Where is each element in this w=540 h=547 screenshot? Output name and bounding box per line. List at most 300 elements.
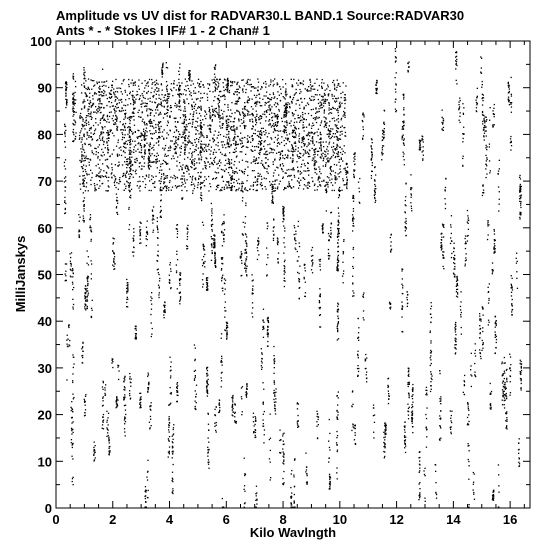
data-point [419,141,420,142]
data-point [307,187,308,188]
data-point [177,382,178,383]
data-point [257,78,258,79]
data-point [83,160,84,161]
data-point [103,405,104,406]
data-point [203,144,204,145]
data-point [454,327,455,328]
data-point [496,342,497,343]
data-point [456,56,457,57]
data-point [306,473,307,474]
data-point [169,446,170,447]
data-point [324,121,325,122]
data-point [430,352,431,353]
data-point [521,383,522,384]
data-point [85,289,86,290]
data-point [130,173,131,174]
data-point [313,154,314,155]
data-point [242,90,243,91]
data-point [293,131,294,132]
data-point [182,184,183,185]
data-point [102,420,103,421]
data-point [249,79,250,80]
data-point [126,181,127,182]
data-point [125,110,126,111]
data-point [338,121,339,122]
data-point [66,103,67,104]
data-point [510,102,511,103]
data-point [221,110,222,111]
data-point [214,242,215,243]
data-point [224,294,225,295]
data-point [129,132,130,133]
data-point [190,73,191,74]
data-point [64,197,65,198]
data-point [343,115,344,116]
data-point [320,132,321,133]
data-point [146,128,147,129]
data-point [410,174,411,175]
data-point [244,473,245,474]
data-point [232,130,233,131]
data-point [284,125,285,126]
data-point [105,175,106,176]
data-point [193,90,194,91]
data-point [189,173,190,174]
data-point [194,371,195,372]
data-point [261,176,262,177]
data-point [241,387,242,388]
data-point [65,212,66,213]
data-point [302,155,303,156]
data-point [261,87,262,88]
data-point [244,458,245,459]
data-point [217,168,218,169]
data-point [161,200,162,201]
data-point [198,154,199,155]
data-point [305,185,306,186]
data-point [125,188,126,189]
data-point [104,126,105,127]
data-point [495,316,496,317]
data-point [199,137,200,138]
data-point [208,468,209,469]
data-point [312,160,313,161]
data-point [371,159,372,160]
data-point [146,477,147,478]
data-point [277,114,278,115]
data-point [282,157,283,158]
data-point [73,357,74,358]
data-point [357,365,358,366]
data-point [336,130,337,131]
data-point [122,134,123,135]
data-point [91,317,92,318]
data-point [110,106,111,107]
data-point [212,121,213,122]
data-point [335,98,336,99]
data-point [282,435,283,436]
data-point [214,110,215,111]
data-point [157,245,158,246]
data-point [313,100,314,101]
data-point [242,123,243,124]
data-point [215,116,216,117]
data-point [224,317,225,318]
data-point [184,108,185,109]
data-point [85,88,86,89]
data-point [139,186,140,187]
data-point [451,253,452,254]
data-point [95,118,96,119]
data-point [135,85,136,86]
data-point [283,441,284,442]
data-point [308,154,309,155]
data-point [345,94,346,95]
data-point [215,131,216,132]
data-point [204,93,205,94]
data-point [254,161,255,162]
data-point [277,98,278,99]
data-point [504,397,505,398]
data-point [276,179,277,180]
data-point [86,288,87,289]
data-point [281,142,282,143]
data-point [105,85,106,86]
data-point [419,496,420,497]
data-point [151,88,152,89]
data-point [333,170,334,171]
data-point [384,456,385,457]
data-point [177,177,178,178]
data-point [153,95,154,96]
data-point [320,259,321,260]
data-point [251,106,252,107]
data-point [201,156,202,157]
data-point [149,168,150,169]
data-point [91,107,92,108]
data-point [185,135,186,136]
data-point [71,433,72,434]
data-point [106,121,107,122]
data-point [104,154,105,155]
data-point [184,186,185,187]
data-point [146,231,147,232]
data-point [170,366,171,367]
data-point [353,211,354,212]
data-point [278,152,279,153]
data-point [114,112,115,113]
data-point [180,93,181,94]
data-point [467,210,468,211]
data-point [283,116,284,117]
data-point [337,266,338,267]
data-point [482,327,483,328]
data-point [331,171,332,172]
data-point [327,84,328,85]
data-point [270,152,271,153]
data-point [455,322,456,323]
data-point [334,89,335,90]
data-point [475,350,476,351]
data-point [212,230,213,231]
data-point [242,411,243,412]
data-point [133,152,134,153]
data-point [267,136,268,137]
data-point [234,118,235,119]
data-point [299,266,300,267]
data-point [150,98,151,99]
data-point [102,183,103,184]
data-point [166,81,167,82]
data-point [274,367,275,368]
data-point [426,418,427,419]
data-point [487,239,488,240]
data-point [163,314,164,315]
data-point [174,143,175,144]
data-point [130,147,131,148]
data-point [150,142,151,143]
data-point [197,108,198,109]
data-point [342,160,343,161]
data-point [119,181,120,182]
data-point [332,128,333,129]
data-point [311,88,312,89]
data-point [85,292,86,293]
data-point [308,104,309,105]
data-point [73,432,74,433]
data-point [342,262,343,263]
data-point [277,186,278,187]
data-point [430,331,431,332]
data-point [383,437,384,438]
data-point [117,154,118,155]
data-point [288,181,289,182]
data-point [131,116,132,117]
data-point [287,102,288,103]
data-point [277,91,278,92]
data-point [211,260,212,261]
data-point [284,97,285,98]
data-point [326,162,327,163]
data-point [126,159,127,160]
data-point [263,166,264,167]
data-point [121,129,122,130]
data-point [157,104,158,105]
data-point [103,396,104,397]
data-point [247,113,248,114]
data-point [343,270,344,271]
data-point [289,103,290,104]
data-point [161,170,162,171]
data-point [195,348,196,349]
data-point [247,82,248,83]
data-point [211,106,212,107]
data-point [103,422,104,423]
data-point [156,94,157,95]
data-point [220,115,221,116]
data-point [258,136,259,137]
data-point [327,146,328,147]
data-point [108,177,109,178]
data-point [122,164,123,165]
data-point [344,103,345,104]
data-point [170,177,171,178]
data-point [228,146,229,147]
data-point [302,117,303,118]
data-point [247,138,248,139]
data-point [486,157,487,158]
data-point [292,147,293,148]
data-point [130,170,131,171]
data-point [347,167,348,168]
data-point [70,407,71,408]
data-point [419,488,420,489]
data-point [325,166,326,167]
data-point [484,122,485,123]
data-point [198,141,199,142]
data-point [129,142,130,143]
data-point [194,360,195,361]
data-point [395,48,396,49]
data-point [430,308,431,309]
data-point [168,190,169,191]
data-point [172,140,173,141]
data-point [338,270,339,271]
data-point [308,86,309,87]
data-point [291,120,292,121]
data-point [425,501,426,502]
data-point [324,110,325,111]
data-point [216,112,217,113]
data-point [147,376,148,377]
data-point [145,98,146,99]
data-point [287,157,288,158]
data-point [335,124,336,125]
data-point [258,101,259,102]
data-point [177,85,178,86]
data-point [93,103,94,104]
data-point [95,457,96,458]
data-point [192,152,193,153]
data-point [285,154,286,155]
data-point [315,154,316,155]
data-point [91,278,92,279]
data-point [431,363,432,364]
data-point [65,159,66,160]
data-point [331,223,332,224]
data-point [88,293,89,294]
data-point [142,112,143,113]
data-point [390,234,391,235]
data-point [232,408,233,409]
data-point [486,165,487,166]
data-point [440,396,441,397]
data-point [173,83,174,84]
data-point [488,302,489,303]
data-point [254,170,255,171]
data-point [374,422,375,423]
data-point [134,125,135,126]
data-point [198,139,199,140]
data-point [258,146,259,147]
data-point [102,127,103,128]
data-point [272,181,273,182]
data-point [363,292,364,293]
data-point [157,232,158,233]
data-point [66,102,67,103]
data-point [214,158,215,159]
data-point [287,138,288,139]
data-point [329,433,330,434]
data-point [520,371,521,372]
data-point [232,414,233,415]
data-point [264,111,265,112]
data-point [337,80,338,81]
data-point [164,317,165,318]
data-point [154,155,155,156]
data-point [184,178,185,179]
data-point [149,180,150,181]
data-point [147,239,148,240]
data-point [244,85,245,86]
data-point [467,215,468,216]
data-point [334,108,335,109]
data-point [94,93,95,94]
data-point [228,131,229,132]
data-point [211,212,212,213]
data-point [334,164,335,165]
data-point [89,106,90,107]
data-point [64,181,65,182]
data-point [352,290,353,291]
data-point [389,302,390,303]
data-point [338,207,339,208]
data-point [256,499,257,500]
data-point [327,161,328,162]
data-point [245,271,246,272]
data-point [66,104,67,105]
data-point [482,340,483,341]
data-point [294,503,295,504]
data-point [298,115,299,116]
data-point [451,215,452,216]
data-point [73,129,74,130]
data-point [211,243,212,244]
data-point [506,426,507,427]
data-point [189,77,190,78]
data-point [145,130,146,131]
data-point [140,406,141,407]
data-point [72,131,73,132]
data-point [216,189,217,190]
data-point [140,399,141,400]
data-point [265,189,266,190]
data-point [161,181,162,182]
data-point [95,122,96,123]
data-point [168,440,169,441]
data-point [316,116,317,117]
data-point [440,427,441,428]
data-point [288,169,289,170]
data-point [298,170,299,171]
data-point [208,379,209,380]
data-point [494,239,495,240]
data-point [189,91,190,92]
data-point [285,90,286,91]
data-point [160,206,161,207]
data-point [156,142,157,143]
data-point [510,138,511,139]
